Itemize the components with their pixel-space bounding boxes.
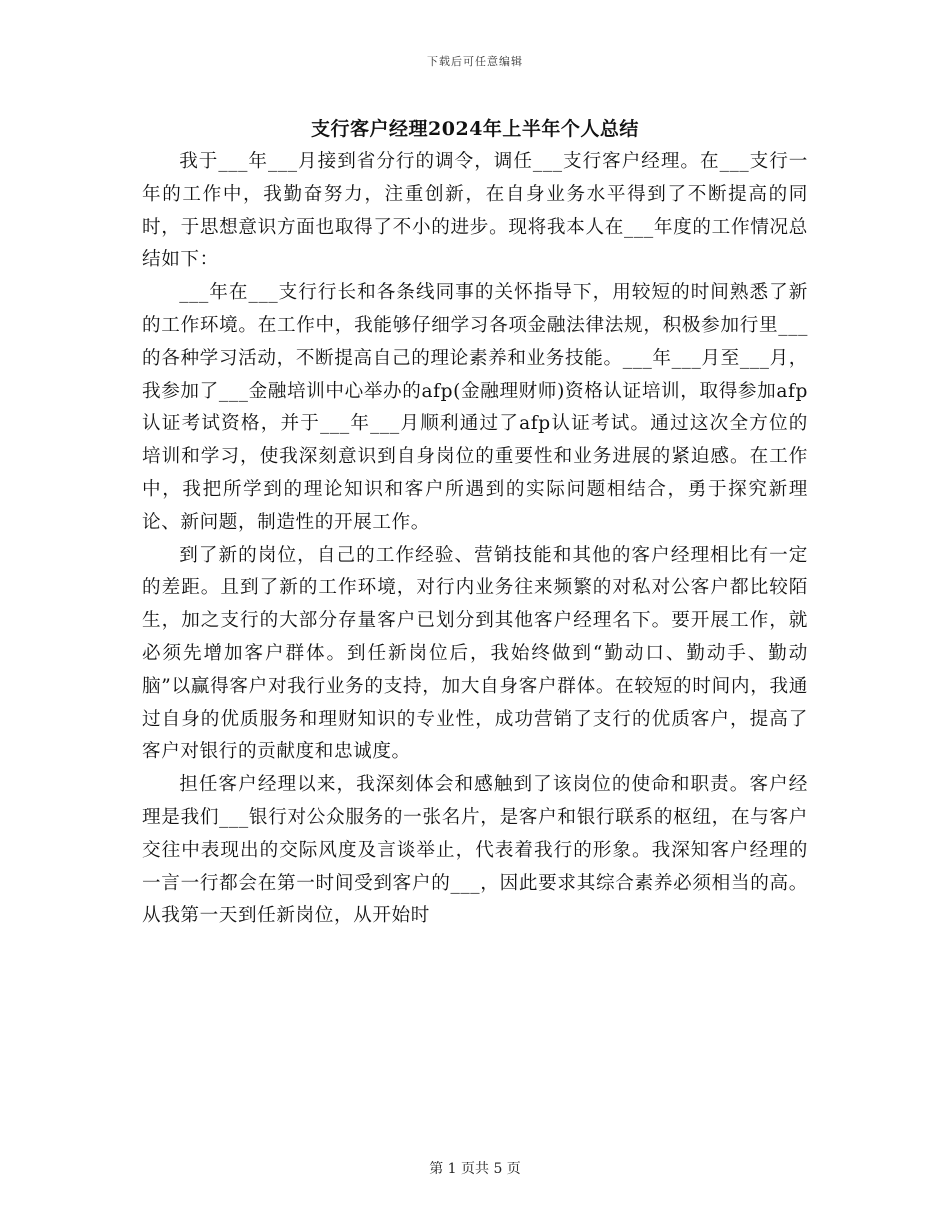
paragraph-4: 担任客户经理以来，我深刻体会和感触到了该岗位的使命和职责。客户经理是我们___银行对公众服务的一张名片，是客户和银行联系的枢纽，在与客户交往中表现出的交际风度及言谈举止，代表着我行的形象。我深知客户经理的一言一行都会在第一时间受到客户的___，因此要求其综合素养必须相当的高。从我第一天到任新岗位，从开始时 [142, 774, 808, 927]
paragraph-1: 我于___年___月接到省分行的调令，调任___支行客户经理。在___支行一年的工作中，我勤奋努力，注重创新，在自身业务水平得到了不断提高的同时，于思想意识方面也取得了不小的进步。现将我本人在___年度的工作情况总结如下： [142, 151, 808, 271]
page-number: 第 1 页共 5 页 [429, 1161, 521, 1177]
document-title: 支行客户经理2024年上半年个人总结 [311, 118, 639, 140]
paragraph-2: ___年在___支行行长和各条线同事的关怀指导下，用较短的时间熟悉了新的工作环境。在工作中，我能够仔细学习各项金融法律法规，积极参加行里___的各种学习活动，不断提高自己的理论素养和业务技能。___年___月至___月，我参加了___金融培训中心举办的afp(金融理财师)资格认证培训，取得参加afp认证考试资格，并于___年___月顺利通过了afp认证考试。通过这次全方位的培训和学习，使我深刻意识到自身岗位的重要性和业务进展的紧迫感。在工作中，我把所学到的理论知识和客户所遇到的实际问题相结合，勇于探究新理论、新问题，制造性的开展工作。 [142, 282, 808, 533]
paragraph-3: 到了新的岗位，自己的工作经验、营销技能和其他的客户经理相比有一定的差距。且到了新的工作环境，对行内业务往来频繁的对私对公客户都比较陌生，加之支行的大部分存量客户已划分到其他客户经理名下。要开展工作，就必须先增加客户群体。到任新岗位后，我始终做到“勤动口、勤动手、勤动脑”以赢得客户对我行业务的支持，加大自身客户群体。在较短的时间内，我通过自身的优质服务和理财知识的专业性，成功营销了支行的优质客户，提高了客户对银行的贡献度和忠诚度。 [142, 544, 808, 763]
document-body [142, 146, 808, 933]
header-note: 下载后可任意编辑 [427, 55, 523, 68]
